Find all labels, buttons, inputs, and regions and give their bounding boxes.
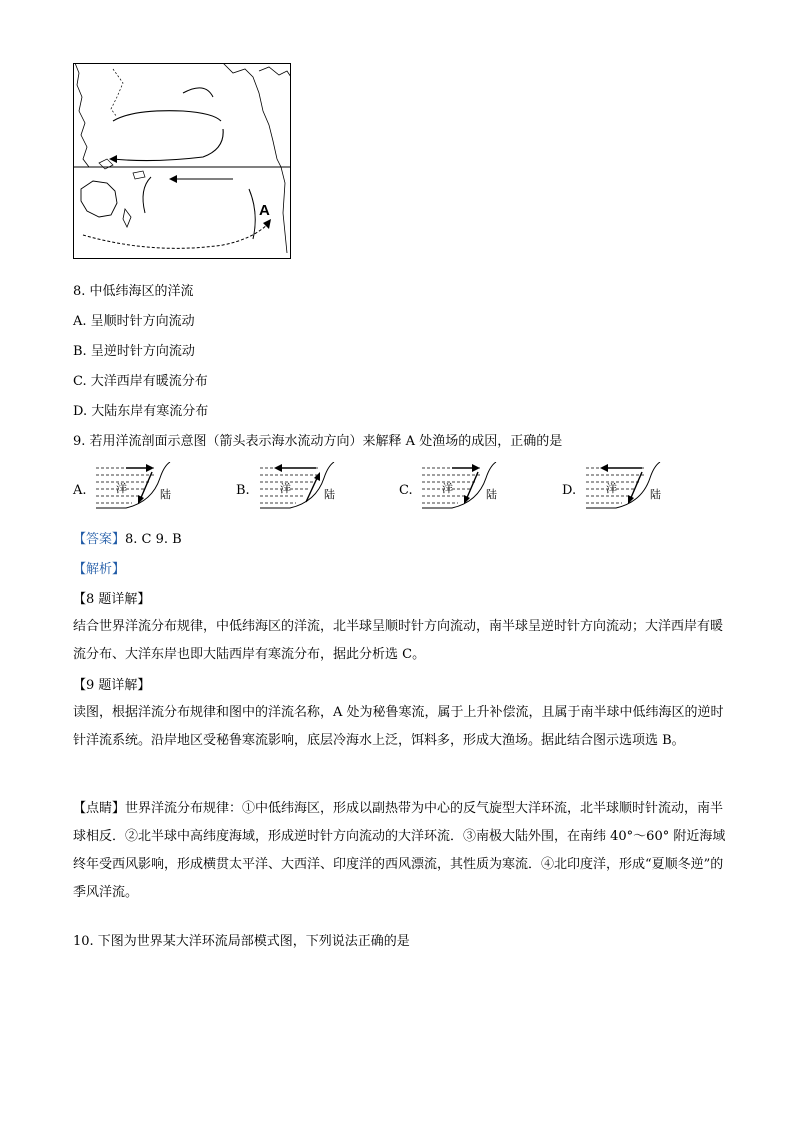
detail-9-tag: 【9 题详解】 <box>73 678 151 693</box>
q10-stem: 10. 下图为世界某大洋环流局部模式图，下列说法正确的是 <box>73 934 410 949</box>
land-label: 陆 <box>324 488 335 501</box>
land-label: 陆 <box>486 488 497 501</box>
q8-stem: 8. 中低纬海区的洋流 <box>73 284 194 299</box>
q9-option-a-diagram <box>96 462 196 502</box>
land-label: 陆 <box>650 488 661 501</box>
tip-tag: 【点睛】 <box>73 801 126 816</box>
sea-label: 洋 <box>116 482 127 495</box>
q9-option-b-diagram <box>260 462 360 502</box>
q9-stem: 9. 若用洋流剖面示意图（箭头表示海水流动方向）来解释 A 处渔场的成因，正确的是 <box>73 434 563 449</box>
land-label: 陆 <box>160 488 171 501</box>
detail-8-tag: 【8 题详解】 <box>73 592 151 607</box>
map-label-a: A <box>259 202 270 219</box>
sea-label: 洋 <box>606 482 617 495</box>
q8-option-a: A. 呈顺时针方向流动 <box>73 314 195 329</box>
answer-line <box>73 531 182 548</box>
tip-paragraph <box>73 795 727 907</box>
tip-text: 世界洋流分布规律：①中低纬海区，形成以副热带为中心的反气旋型大洋环流，北半球顺时针流动，南半球相反．②北半球中高纬度海域，形成逆时针方向流动的大洋环流．③南极大陆外围，在南纬 40°～60° 附近海域终年受西风影响，形成横贯太平洋、大西洋、印度洋的西风漂流，其性质为寒流．④北印度洋，形成“夏顺冬逆”的季风洋流。 <box>73 801 726 900</box>
sea-label: 洋 <box>280 482 291 495</box>
answer-tag: 【答案】 <box>73 532 126 547</box>
q8-option-b: B. 呈逆时针方向流动 <box>73 344 195 359</box>
q9-option-b-label: B. <box>236 483 250 498</box>
q8-option-c: C. 大洋西岸有暖流分布 <box>73 374 208 389</box>
ocean-current-map <box>73 63 291 259</box>
sea-label: 洋 <box>442 482 453 495</box>
q9-option-d-diagram <box>586 462 686 502</box>
answer-text: 8. C 9. B <box>125 532 182 547</box>
analysis-tag: 【解析】 <box>73 562 126 577</box>
q8-option-d: D. 大陆东岸有寒流分布 <box>73 404 209 419</box>
q9-option-a-label: A. <box>73 483 87 498</box>
detail-8-text: 结合世界洋流分布规律，中低纬海区的洋流，北半球呈顺时针方向流动，南半球呈逆时针方向流动；大洋西岸有暖流分布、大洋东岸也即大陆西岸有寒流分布，据此分析选 C。 <box>73 619 724 662</box>
q9-option-c-diagram <box>422 462 522 502</box>
q9-option-c-label: C. <box>399 483 413 498</box>
q9-option-d-label: D. <box>562 483 577 498</box>
detail-9-text: 读图，根据洋流分布规律和图中的洋流名称，A 处为秘鲁寒流，属于上升补偿流，且属于南半球中低纬海区的逆时针洋流系统。沿岸地区受秘鲁寒流影响，底层冷海水上泛，饵料多，形成大渔场。据此结合图示选项选 B。 <box>73 705 724 748</box>
